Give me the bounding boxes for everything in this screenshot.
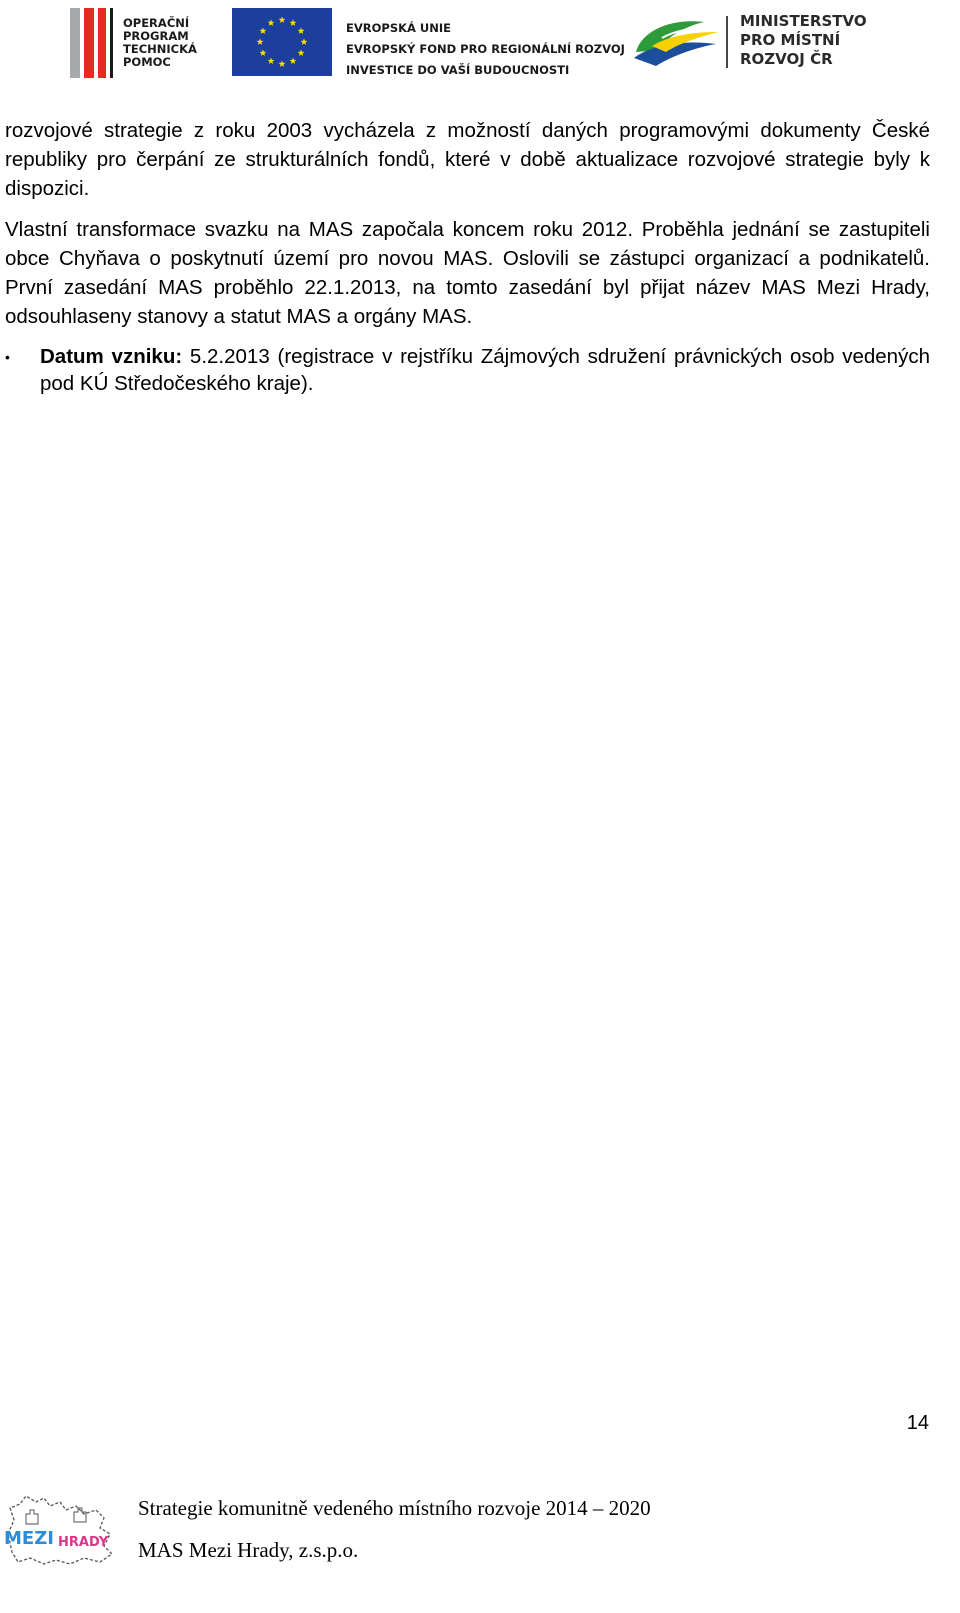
logo-text-hrady: HRADY (58, 1535, 109, 1550)
bullet-icon: • (5, 349, 10, 365)
logo-text-mezi: MEZI (4, 1528, 54, 1549)
paragraph-strategy: rozvojové strategie z roku 2003 vycházela z možností daných programovými dokumenty České republiky pro čerpání ze strukturálních fondů, které v době aktualizace rozvojové strategie byly k dispozici. (5, 119, 930, 200)
bullet-founding-date (5, 343, 930, 397)
eu-line: EVROPSKÝ FOND PRO REGIONÁLNÍ ROZVOJ (346, 42, 625, 56)
op-logo-line: TECHNICKÁ (123, 42, 197, 56)
footer-organization: MAS Mezi Hrady, z.s.p.o. (138, 1538, 359, 1562)
footer-title: Strategie komunitně vedeného místního rozvoje 2014 – 2020 (138, 1496, 651, 1520)
page-number: 14 (906, 1412, 929, 1434)
op-logo-line: POMOC (123, 55, 171, 69)
op-technicka-pomoc-logo (70, 8, 197, 78)
eu-line: EVROPSKÁ UNIE (346, 21, 452, 35)
ministry-logo-icon (632, 14, 720, 70)
ministry-logo-separator (726, 16, 728, 68)
op-logo-line: PROGRAM (123, 29, 189, 43)
eu-flag-icon (232, 8, 332, 76)
eu-line: INVESTICE DO VAŠÍ BUDOUCNOSTI (346, 63, 570, 77)
document-body (5, 116, 930, 397)
paragraph-transformation: Vlastní transformace svazku na MAS započala koncem roku 2012. Proběhla jednání se zastupiteli obce Chyňava o poskytnutí území pro novou MAS. Oslovili se zástupci organizací a podnikatelů. První zasedání MAS proběhlo 22.1.2013, na tomto zasedání byl přijat název MAS Mezi Hrady, odsouhlaseny stanovy a statut MAS a orgány MAS. (5, 218, 930, 328)
ministry-line: MINISTERSTVO (740, 12, 867, 30)
bullet-label: Datum vzniku: (40, 345, 183, 368)
page-footer (0, 1488, 960, 1613)
ministry-line: PRO MÍSTNÍ (740, 31, 841, 49)
mas-mezi-hrady-logo-icon (4, 1494, 120, 1566)
op-logo-text (123, 8, 197, 78)
ministry-line: ROZVOJ ČR (740, 50, 833, 68)
bullet-value: 5.2.2013 (registrace v rejstříku Zájmových sdružení právnických osob vedených pod KÚ Středočeského kraje). (40, 345, 930, 395)
bullet-text (40, 343, 930, 397)
op-logo-bar-red-2 (98, 8, 106, 78)
op-logo-line: OPERAČNÍ (123, 16, 190, 30)
op-logo-bar-gray (70, 8, 80, 78)
page-header (0, 0, 960, 90)
eu-text-block (346, 18, 625, 81)
op-logo-bar-dark (110, 8, 113, 78)
ministry-text-block (740, 12, 867, 69)
op-logo-bar-red (84, 8, 94, 78)
